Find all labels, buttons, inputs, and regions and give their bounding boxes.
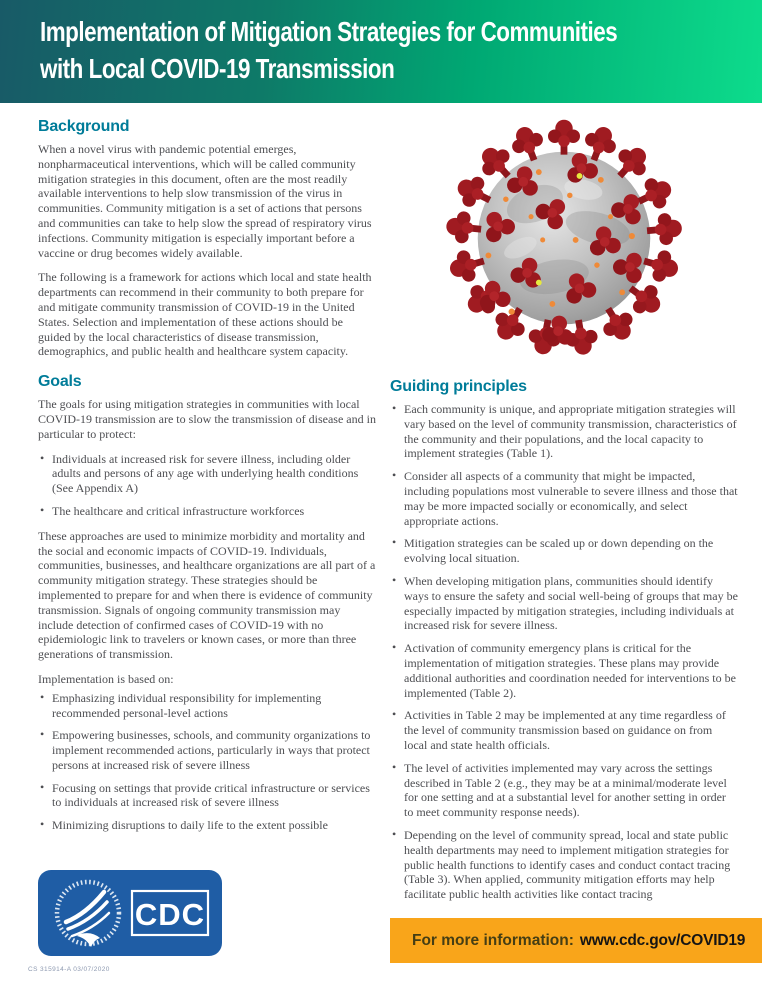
- cdc-hhs-logo-icon: [38, 870, 222, 956]
- page-header-banner: [0, 0, 762, 103]
- list-item: • Each community is unique, and appropriate mitigation strategies will vary based on the level of community transmission, characteristics of the community and their populations, and the local capacity to implement strategies (Table 1).: [390, 402, 738, 461]
- coronavirus-image: [390, 112, 738, 374]
- list-item: • The healthcare and critical infrastructure workforces: [38, 504, 378, 519]
- guiding-principles-bullet-list: [390, 402, 738, 902]
- more-info-banner: [390, 918, 762, 963]
- background-paragraph-1: When a novel virus with pandemic potential emerges, nonpharmaceutical interventions, which will be called community mitigation strategies in this document, often are the most readily available interventions to help slow transmission of the virus in communities. Community mitigation is a set of actions that persons and communities can take to help slow the spread of respiratory virus infections. Community mitigation is especially important before a vaccine or drug becomes widely available.: [38, 142, 372, 260]
- list-item: • Activities in Table 2 may be implemented at any time regardless of the level of community transmission based on guidance on from local and state health officials.: [390, 708, 738, 752]
- list-item: • Individuals at increased risk for severe illness, including older adults and persons of any age with underlying health conditions (See Appendix A): [38, 452, 378, 496]
- background-paragraph-2: The following is a framework for actions which local and state health departments can recommend in their community to both prepare for and mitigate community transmission of COVID-19 in the United States. Selection and implementation of these actions should be guided by the local characteristics of disease transmission, demographics, and public health and healthcare system capacity.: [38, 270, 372, 359]
- page-title-line2: with Local COVID-19 Transmission: [40, 53, 395, 84]
- list-item: • When developing mitigation plans, communities should identify ways to ensure the safety and social well-being of groups that may be especially impacted by mitigation strategies, including individuals at increased risk for severe illness.: [390, 574, 738, 633]
- goals-bullet-list: [38, 452, 378, 519]
- guiding-principles-heading: Guiding principles: [390, 378, 527, 395]
- implementation-intro: Implementation is based on:: [38, 671, 174, 686]
- page-title: [40, 13, 617, 87]
- list-item: • Depending on the level of community spread, local and state public health departments may need to implement mitigation strategies for public health functions to identify cases and conduct contact tracing (Table 3). When applied, community mitigation efforts may help facilitate public health activities like contact tracing: [390, 828, 738, 902]
- coronavirus-illustration: [438, 112, 690, 364]
- goals-paragraph-2: These approaches are used to minimize morbidity and mortality and the social and economic impacts of COVID-19. Individuals, communities, businesses, and healthcare organizations are all part of a community mitigation strategy. These strategies should be implemented to prepare for and when there is evidence of community transmission. Signals of ongoing community transmission may include detection of confirmed cases of COVID-19 with no epidemiologic link to travelers or known cases, or more than three generations of transmission.: [38, 528, 376, 662]
- left-column: [38, 118, 378, 843]
- list-item: • The level of activities implemented may vary across the settings described in Table 2 (e.g., they may be at a minimal/moderate level for one setting and at a substantial level for another setting in order to meet community response needs).: [390, 761, 738, 820]
- goals-intro: The goals for using mitigation strategies in communities with local COVID-19 transmission are to slow the transmission of disease and in particular to protect:: [38, 397, 376, 441]
- list-item: • Activation of community emergency plans is critical for the implementation of mitigation strategies. These plans may provide additional authorities and coordination needed for interventions to be implemented (Table 2).: [390, 641, 738, 700]
- goals-heading: Goals: [38, 373, 82, 391]
- cdc-covid19-url[interactable]: www.cdc.gov/COVID19: [579, 931, 746, 949]
- list-item: • Consider all aspects of a community that might be impacted, including populations most vulnerable to severe illness and those that may be more impacted socially or economically, and select appropriate actions.: [390, 469, 738, 528]
- cdc-logo: [38, 870, 222, 961]
- list-item: • Mitigation strategies can be scaled up or down depending on the evolving local situation.: [390, 536, 738, 566]
- document-code: CS 315914-A 03/07/2020: [28, 966, 110, 973]
- list-item: • Focusing on settings that provide critical infrastructure or services to individuals at increased risk of severe illness: [38, 781, 378, 811]
- list-item: • Minimizing disruptions to daily life to the extent possible: [38, 818, 378, 833]
- page-title-line1: Implementation of Mitigation Strategies for Communities: [40, 16, 618, 47]
- implementation-bullet-list: [38, 691, 378, 833]
- list-item: • Empowering businesses, schools, and community organizations to implement recommended actions, particularly in ways that protect persons at increased risk of severe illness: [38, 728, 378, 772]
- more-info-label: For more information:: [412, 931, 574, 949]
- cdc-logo-text: CDC: [134, 897, 206, 932]
- list-item: • Emphasizing individual responsibility for implementing recommended personal-level actions: [38, 691, 378, 721]
- background-heading: Background: [38, 118, 130, 135]
- right-column: [390, 112, 738, 912]
